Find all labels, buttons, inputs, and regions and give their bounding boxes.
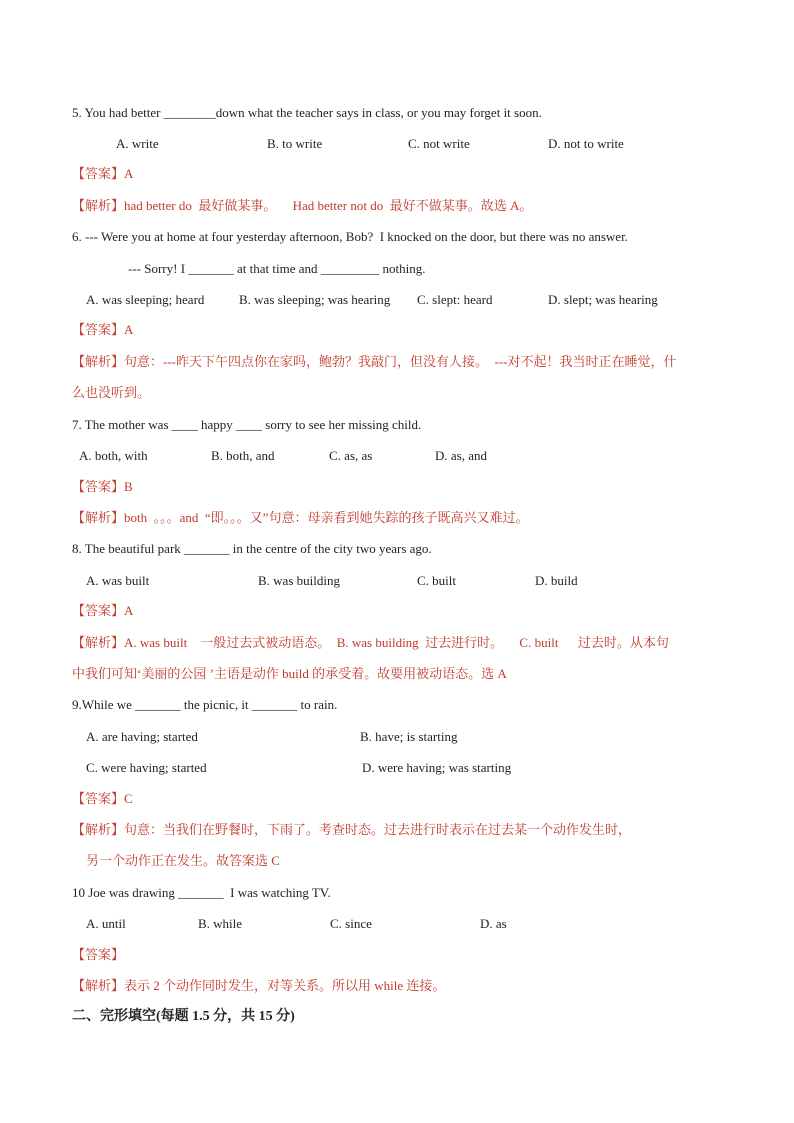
q8-analysis <box>72 635 669 651</box>
q6-answer <box>72 322 133 338</box>
answer-value: A <box>124 166 134 181</box>
analysis-tag: 【解析】 <box>72 354 125 369</box>
answer-value: A <box>124 603 134 618</box>
q6-option-c: C. slept: heard <box>417 292 493 307</box>
q7-option-d: D. as, and <box>435 448 487 463</box>
q9-answer <box>72 791 133 807</box>
q10-stem: 10 Joe was drawing _______ I was watching TV. <box>72 885 331 900</box>
q10-option-d: D. as <box>480 916 507 931</box>
q9-analysis <box>72 822 631 838</box>
analysis-tag: 【解析】 <box>72 198 125 213</box>
q5-option-a: A. write <box>116 136 159 151</box>
q6-option-d: D. slept; was hearing <box>548 292 658 307</box>
q5-option-c: C. not write <box>408 136 470 151</box>
analysis-text: 表示 2 个动作同时发生，对等关系。所以用 while 连接。 <box>124 978 446 993</box>
analysis-tag: 【解析】 <box>72 978 125 993</box>
q5-stem: 5. You had better ________down what the teacher says in class, or you may forget it soon. <box>72 105 542 120</box>
section-heading-cloze: 二、完形填空(每题 1.5 分，共 15 分) <box>72 1009 295 1024</box>
q8-analysis-cont: 中我们可知‘美丽的公园 ’主语是动作 build 的承受着。故要用被动语态。选 A <box>72 666 507 681</box>
analysis-text: had better do 最好做某事。 Had better not do 最好不做某事。故选 A。 <box>124 198 533 213</box>
answer-value: C <box>124 791 133 806</box>
q8-stem: 8. The beautiful park _______ in the centre of the city two years ago. <box>72 541 432 556</box>
q6-stem: 6. --- Were you at home at four yesterday afternoon, Bob? I knocked on the door, but there was no answer. <box>72 229 628 244</box>
q9-option-a: A. are having; started <box>86 729 198 744</box>
q9-option-d: D. were having; was starting <box>362 760 512 775</box>
answer-tag: 【答案】 <box>72 166 125 181</box>
q8-option-d: D. build <box>535 573 578 588</box>
q10-analysis <box>72 978 445 994</box>
q9-stem: 9.While we _______ the picnic, it _______ to rain. <box>72 697 338 712</box>
q10-option-c: C. since <box>330 916 372 931</box>
analysis-tag: 【解析】 <box>72 510 125 525</box>
answer-tag: 【答案】 <box>72 322 125 337</box>
q8-option-a: A. was built <box>86 573 150 588</box>
q5-option-d: D. not to write <box>548 136 624 151</box>
answer-tag: 【答案】 <box>72 479 125 494</box>
q8-answer <box>72 603 133 619</box>
q7-stem: 7. The mother was ____ happy ____ sorry to see her missing child. <box>72 417 422 432</box>
analysis-text: A. was built 一般过去式被动语态。 B. was building 过去进行时。 C. built 过去时。从本句 <box>124 635 669 650</box>
q6-stem-reply: --- Sorry! I _______ at that time and _________ nothing. <box>128 261 426 276</box>
q6-option-a: A. was sleeping; heard <box>86 292 205 307</box>
answer-tag: 【答案】 <box>72 947 125 962</box>
q6-analysis <box>72 354 677 370</box>
q5-analysis <box>72 198 532 214</box>
answer-value: A <box>124 322 134 337</box>
analysis-tag: 【解析】 <box>72 635 125 650</box>
analysis-tag: 【解析】 <box>72 822 125 837</box>
q7-answer <box>72 479 133 495</box>
q7-option-c: C. as, as <box>329 448 373 463</box>
q5-option-b: B. to write <box>267 136 323 151</box>
q5-answer <box>72 166 133 182</box>
q9-option-c: C. were having; started <box>86 760 207 775</box>
q6-analysis-cont: 么也没听到。 <box>72 385 151 400</box>
q10-option-a: A. until <box>86 916 126 931</box>
q8-option-c: C. built <box>417 573 457 588</box>
q8-option-b: B. was building <box>258 573 340 588</box>
q10-option-b: B. while <box>198 916 243 931</box>
q9-analysis-cont: 另一个动作正在发生。故答案选 C <box>86 853 280 868</box>
analysis-text: 句意：当我们在野餐时，下雨了。考查时态。过去进行时表示在过去某一个动作发生时， <box>124 822 632 837</box>
answer-value: B <box>124 479 133 494</box>
q9-option-b: B. have; is starting <box>360 729 458 744</box>
answer-tag: 【答案】 <box>72 791 125 806</box>
analysis-text: both 。。。and “即。。。又”句意：母亲看到她失踪的孩子既高兴又难过。 <box>124 510 529 525</box>
q7-option-a: A. both, with <box>79 448 148 463</box>
analysis-text: 句意：---昨天下午四点你在家吗，鲍勃？我敲门，但没有人接。 ---对不起！我当时正在睡觉，什 <box>124 354 677 369</box>
q6-option-b: B. was sleeping; was hearing <box>239 292 391 307</box>
q7-option-b: B. both, and <box>211 448 275 463</box>
q10-answer <box>72 947 124 963</box>
answer-tag: 【答案】 <box>72 603 125 618</box>
q7-analysis <box>72 510 528 526</box>
